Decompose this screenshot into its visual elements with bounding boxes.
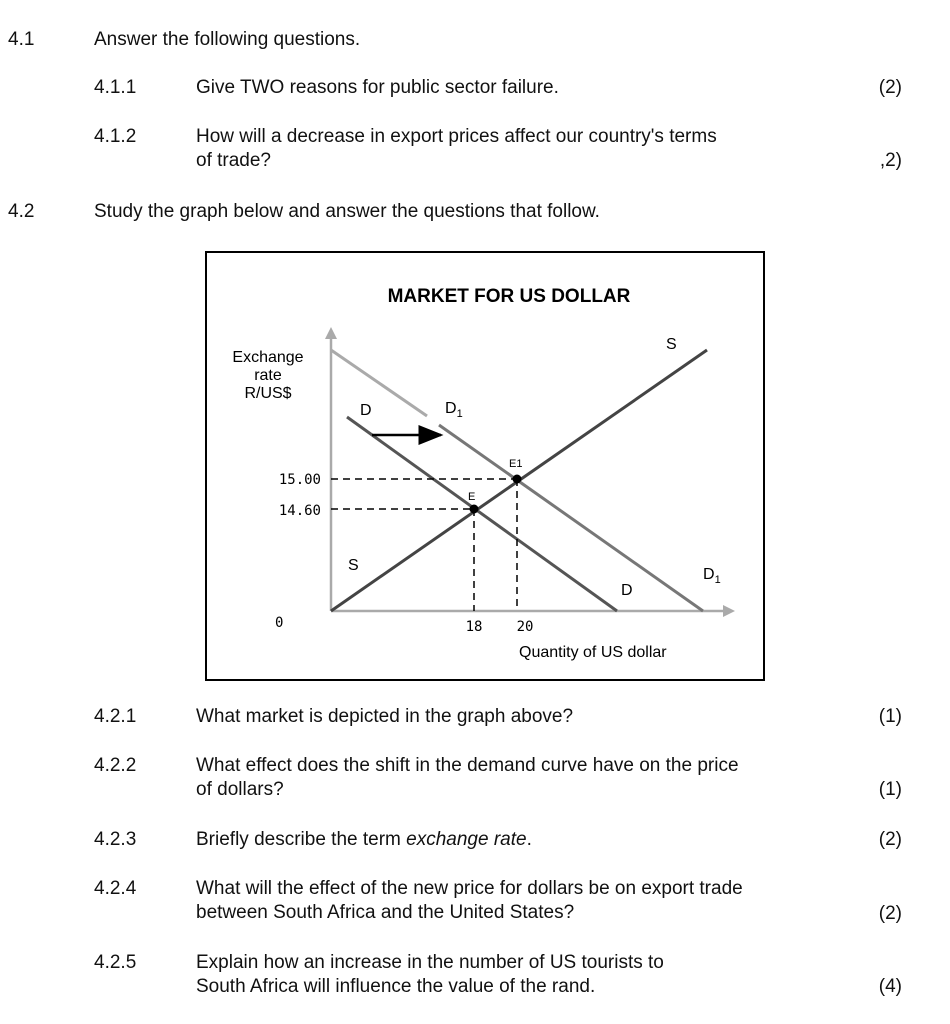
- marks: (1): [878, 706, 902, 727]
- marks: (1): [878, 779, 902, 800]
- subquestion-number: 4.2.4: [94, 878, 137, 899]
- subquestion-number: 4.2.5: [94, 952, 137, 973]
- subquestion-number: 4.1.2: [94, 126, 137, 147]
- demand-curve-d1: [439, 425, 703, 611]
- y-tick-label: 15.00: [278, 472, 321, 488]
- demand-curve: [347, 417, 617, 611]
- demand-label-bottom: D: [621, 582, 633, 599]
- subquestion-number: 4.2.1: [94, 706, 137, 727]
- subquestion-text-line2: of trade?: [196, 150, 271, 171]
- demand-d1-label-top: $D_1$: [445, 400, 463, 420]
- marks: (2): [878, 829, 902, 850]
- demand-curve-d1-upper: [331, 350, 427, 416]
- chart-title: MARKET FOR US DOLLAR: [387, 286, 631, 307]
- point-label-e1: E1: [509, 458, 523, 470]
- subquestion-number: 4.2.3: [94, 829, 137, 850]
- x-tick-label: 20: [516, 619, 534, 635]
- marks: (2): [878, 903, 902, 924]
- question-number: 4.2: [8, 201, 35, 222]
- marks: ,2): [879, 150, 902, 171]
- subquestion-number: 4.2.2: [94, 755, 137, 776]
- origin-label: 0: [275, 615, 284, 631]
- marks: (2): [878, 77, 902, 98]
- x-tick-label: 18: [465, 619, 483, 635]
- y-axis-arrow: [325, 327, 337, 339]
- y-label-line1: Exchange: [232, 349, 304, 366]
- demand-label-top: D: [360, 402, 372, 419]
- subquestion-text-line1: How will a decrease in export prices affect our country's terms: [196, 126, 717, 147]
- equilibrium-point-e: [470, 505, 479, 514]
- supply-label-bottom: S: [348, 557, 359, 574]
- subquestion-text: What market is depicted in the graph above?: [196, 706, 574, 727]
- y-label-line3: R/US$: [244, 385, 292, 402]
- equilibrium-point-e1: [513, 475, 522, 484]
- question-instruction: Answer the following questions.: [94, 29, 361, 50]
- x-label: Quantity of US dollar: [519, 644, 667, 661]
- graph-frame: [205, 251, 765, 681]
- market-graph: [207, 253, 763, 679]
- question-number: 4.1: [8, 29, 35, 50]
- subquestion-text: Briefly describe the term exchange rate.: [196, 829, 532, 850]
- subquestion-text-line2: between South Africa and the United States?: [196, 902, 575, 923]
- subquestion-text-line1: Explain how an increase in the number of US tourists to: [196, 952, 664, 973]
- marks: (4): [878, 976, 902, 997]
- subquestion-text-line1: What will the effect of the new price for dollars be on export trade: [196, 878, 743, 899]
- supply-label-top: S: [666, 336, 677, 353]
- question-instruction: Study the graph below and answer the questions that follow.: [94, 201, 600, 222]
- subquestion-number: 4.1.1: [94, 77, 137, 98]
- x-axis-arrow: [723, 605, 735, 617]
- y-tick-label: 14.60: [278, 503, 321, 519]
- subquestion-text-line2: of dollars?: [196, 779, 284, 800]
- subquestion-text: Give TWO reasons for public sector failure.: [196, 77, 559, 98]
- point-label-e: E: [468, 491, 476, 503]
- subquestion-text-line2: South Africa will influence the value of the rand.: [196, 976, 596, 997]
- y-label-line2: rate: [254, 367, 282, 384]
- subquestion-text-line1: What effect does the shift in the demand curve have on the price: [196, 755, 739, 776]
- demand-d1-label-bottom: $D_1$: [703, 566, 721, 586]
